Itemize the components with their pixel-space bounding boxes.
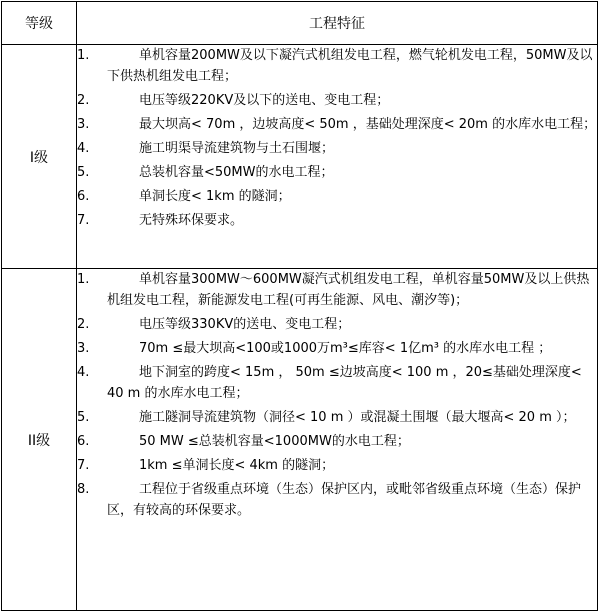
item-number: 4. — [77, 365, 90, 380]
header-level: 等级 — [2, 2, 77, 45]
grade-row-1 — [2, 45, 598, 269]
list-item — [77, 90, 597, 111]
item-number: 4. — [77, 141, 90, 156]
grade-level-1: I级 — [2, 45, 77, 269]
engineering-grade-table — [1, 1, 598, 611]
list-item — [77, 210, 597, 231]
grade-items-1 — [77, 45, 598, 269]
item-text: 单洞长度< 1km 的隧洞； — [139, 189, 291, 204]
item-number: 7. — [77, 458, 90, 473]
list-item — [77, 162, 597, 183]
list-item — [77, 138, 597, 159]
list-item — [77, 431, 597, 452]
item-text: 单机容量300MW～600MW凝汽式机组发电工程，单机容量50MW及以上供热机组发电工程，新能源发电工程(可再生能源、风电、潮汐等)； — [107, 272, 590, 308]
item-number: 1. — [77, 272, 90, 287]
list-item — [77, 186, 597, 207]
item-text: 1km ≤单洞长度< 4km 的隧洞； — [139, 458, 335, 473]
item-number: 7. — [77, 213, 90, 228]
item-text: 施工隧洞导流建筑物（洞径< 10 m ）或混凝土围堰（最大堰高< 20 m ）； — [139, 410, 576, 425]
item-text: 电压等级220KV及以下的送电、变电工程； — [139, 93, 390, 108]
item-text: 最大坝高< 70m ，边坡高度< 50m ，基础处理深度< 20m 的水库水电工程； — [139, 117, 597, 132]
list-item — [77, 269, 597, 311]
item-text: 工程位于省级重点环境（生态）保护区内，或毗邻省级重点环境（生态）保护区，有较高的环保要求。 — [107, 482, 582, 518]
list-item — [77, 362, 597, 404]
item-number: 2. — [77, 93, 90, 108]
list-item — [77, 479, 597, 521]
item-text: 施工明渠导流建筑物与土石围堰； — [139, 141, 335, 156]
list-item — [77, 338, 597, 359]
list-item — [77, 314, 597, 335]
item-number: 3. — [77, 117, 90, 132]
grade-row-2 — [2, 269, 598, 611]
item-number: 1. — [77, 48, 90, 63]
item-text: 70m ≤最大坝高<100或1000万m³≤库容< 1亿m³ 的水库水电工程 ； — [139, 341, 552, 356]
item-number: 6. — [77, 189, 90, 204]
item-number: 2. — [77, 317, 90, 332]
item-number: 6. — [77, 434, 90, 449]
item-text: 50 MW ≤总装机容量<1000MW的水电工程； — [139, 434, 410, 449]
list-item — [77, 407, 597, 428]
item-text: 电压等级330KV的送电、变电工程； — [139, 317, 351, 332]
item-text: 总装机容量<50MW的水电工程； — [139, 165, 334, 180]
list-item — [77, 45, 597, 87]
grade-items-2 — [77, 269, 598, 611]
item-number: 3. — [77, 341, 90, 356]
item-number: 8. — [77, 482, 90, 497]
item-text: 地下洞室的跨度< 15m ， 50m ≤边坡高度< 100 m ，20≤基础处理深度< 40 m 的水库水电工程； — [107, 365, 582, 401]
item-text: 无特殊环保要求。 — [139, 213, 244, 228]
list-item — [77, 455, 597, 476]
table-header-row — [2, 2, 598, 45]
item-number: 5. — [77, 165, 90, 180]
item-number: 5. — [77, 410, 90, 425]
grade-level-2: II级 — [2, 269, 77, 611]
header-features: 工程特征 — [77, 2, 598, 45]
item-text: 单机容量200MW及以下凝汽式机组发电工程，燃气轮机发电工程，50MW及以下供热机组发电工程； — [107, 48, 593, 84]
list-item — [77, 114, 597, 135]
